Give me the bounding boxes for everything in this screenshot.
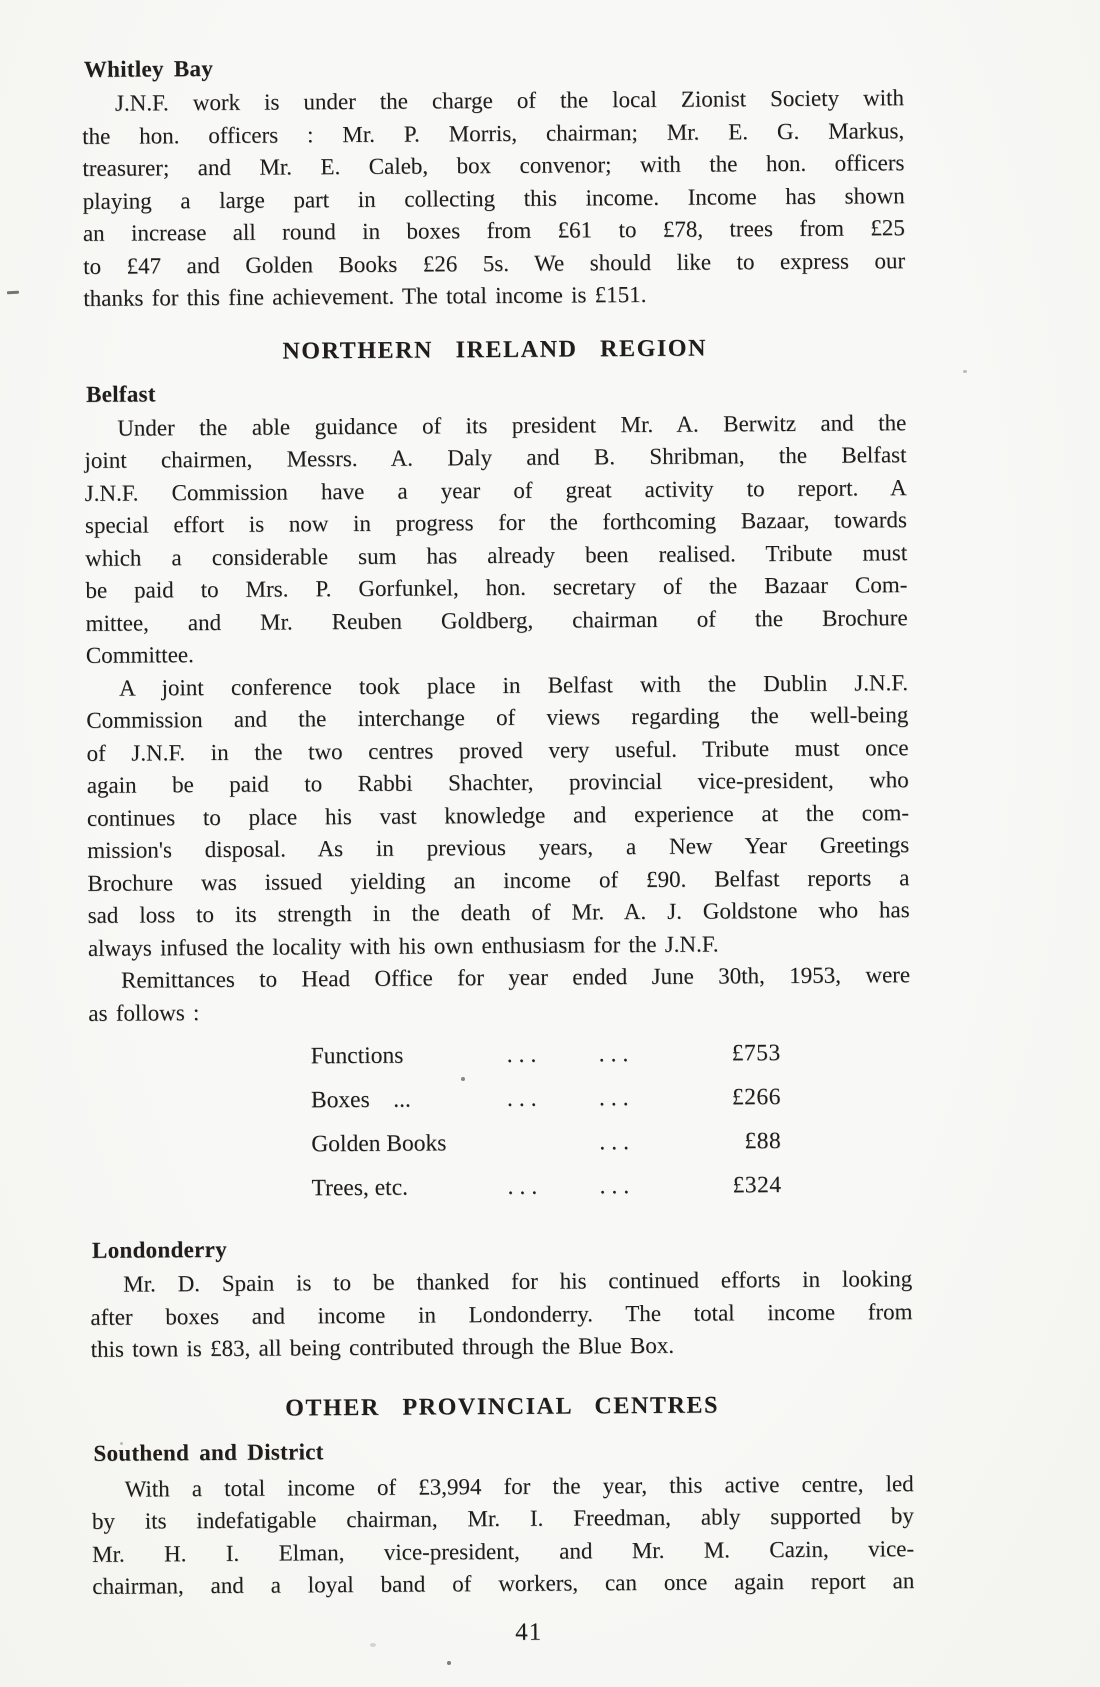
text-line: of J.N.F. in the two centres proved very useful. Tribute must once bbox=[86, 734, 909, 766]
text-line: as follows : bbox=[88, 999, 200, 1026]
paragraph-belfast-1 bbox=[84, 407, 908, 673]
leader-dots: ... bbox=[598, 1041, 635, 1068]
leader-dots: ... bbox=[506, 1041, 543, 1068]
text-line: this town is £83, all being contributed through the Blue Box. bbox=[90, 1332, 675, 1362]
text-line: special effort is now in progress for the forthcoming Bazaar, towards bbox=[84, 507, 908, 538]
scan-artifact bbox=[447, 1661, 451, 1665]
text-line: Brochure was issued yielding an income of £90. Belfast reports a bbox=[87, 864, 910, 896]
text-line: Committee. bbox=[85, 642, 194, 668]
paragraph-whitley-bay bbox=[82, 82, 906, 315]
text-line: With a total income of £3,994 for the year, this active centre, led bbox=[124, 1470, 914, 1502]
text-line: playing a large part in collecting this income. Income has shown bbox=[82, 182, 905, 214]
table-row bbox=[311, 1075, 781, 1122]
section-heading-whitley-bay: Whitley Bay bbox=[83, 55, 214, 82]
paragraph-londonderry bbox=[90, 1263, 913, 1366]
remittance-amount: £753 bbox=[731, 1040, 781, 1067]
scan-artifact bbox=[120, 1442, 123, 1445]
text-line: joint chairmen, Messrs. A. Daly and B. Shribman, the Belfast bbox=[84, 442, 907, 473]
leader-dots: ... bbox=[598, 1085, 635, 1112]
paragraph-remittances-intro bbox=[88, 959, 910, 1030]
paragraph-southend bbox=[92, 1468, 915, 1604]
scan-artifact bbox=[370, 1643, 376, 1647]
text-line: Mr. D. Spain is to be thanked for his continued efforts in looking bbox=[123, 1266, 913, 1297]
text-line: treasurer; and Mr. E. Caleb, box convenor; with the hon. officers bbox=[82, 150, 905, 181]
remittance-amount: £266 bbox=[731, 1084, 782, 1111]
section-heading-londonderry: Londonderry bbox=[91, 1236, 228, 1263]
text-line: Remittances to Head Office for year ended June 30th, 1953, were bbox=[121, 962, 911, 993]
text-line: which a considerable sum has already been realised. Tribute must bbox=[85, 539, 908, 571]
remittance-item-label: Trees, etc. bbox=[311, 1174, 409, 1202]
text-line: by its indefatigable chairman, Mr. I. Freedman, ably supported by bbox=[91, 1503, 914, 1534]
text-line: after boxes and income in Londonderry. The total income from bbox=[90, 1298, 913, 1330]
section-heading-belfast: Belfast bbox=[85, 380, 156, 407]
section-heading-other-provincial-centres: OTHER PROVINCIAL CENTRES bbox=[285, 1391, 720, 1421]
remittances-table bbox=[311, 1031, 782, 1210]
text-line: Mr. H. I. Elman, vice-president, and Mr. M. Cazin, vice- bbox=[92, 1535, 915, 1567]
text-line: mission's disposal. As in previous years, a New Year Greetings bbox=[87, 832, 910, 863]
section-heading-southend: Southend and District bbox=[93, 1438, 324, 1466]
leader-dots: ... bbox=[599, 1129, 635, 1156]
text-line: mittee, and Mr. Reuben Goldberg, chairman of the Brochure bbox=[85, 604, 908, 636]
text-line: the hon. officers : Mr. P. Morris, chairman; Mr. E. G. Markus, bbox=[82, 117, 905, 149]
scan-artifact bbox=[963, 370, 967, 373]
section-heading-northern-ireland-region: NORTHERN IRELAND REGION bbox=[282, 335, 708, 364]
text-line: an increase all round in boxes from £61 to £78, trees from £25 bbox=[82, 215, 905, 246]
scan-artifact bbox=[461, 1077, 465, 1081]
page-number: 41 bbox=[515, 1618, 543, 1646]
text-line: Under the able guidance of its president Mr. A. Berwitz and the bbox=[117, 409, 907, 441]
scan-artifact bbox=[7, 291, 19, 295]
leader-dots bbox=[507, 1149, 599, 1150]
text-line: J.N.F. work is under the charge of the local Zionist Society with bbox=[114, 85, 905, 116]
remittance-item-label: Functions bbox=[310, 1042, 404, 1070]
remittance-item-label: Boxes ... bbox=[310, 1086, 411, 1114]
remittance-amount: £324 bbox=[732, 1172, 782, 1199]
page-content bbox=[82, 51, 915, 1649]
text-line: Commission and the interchange of views regarding the well-being bbox=[86, 702, 909, 733]
table-row bbox=[311, 1163, 781, 1210]
remittance-item-label: Golden Books bbox=[311, 1130, 447, 1158]
table-row bbox=[311, 1119, 781, 1166]
remittance-amount: £88 bbox=[744, 1128, 782, 1155]
text-line: to £47 and Golden Books £26 5s. We should like to express our bbox=[83, 247, 906, 279]
text-line: always infused the locality with his own enthusiasm for the J.N.F. bbox=[87, 930, 719, 961]
text-line: be paid to Mrs. P. Gorfunkel, hon. secretary of the Bazaar Com- bbox=[85, 572, 908, 603]
leader-dots: ... bbox=[599, 1173, 636, 1200]
text-line: continues to place his vast knowledge and experience at the com- bbox=[86, 799, 910, 831]
text-line: thanks for this fine achievement. The total income is £151. bbox=[83, 281, 647, 311]
text-line: A joint conference took place in Belfast with the Dublin J.N.F. bbox=[118, 669, 909, 701]
text-line: chairman, and a loyal band of workers, can once again report an bbox=[92, 1568, 915, 1599]
leader-dots: ... bbox=[506, 1085, 543, 1112]
paragraph-belfast-2 bbox=[86, 667, 910, 965]
text-line: again be paid to Rabbi Shachter, provincial vice-president, who bbox=[86, 767, 909, 798]
leader-dots: ... bbox=[507, 1173, 544, 1200]
text-line: sad loss to its strength in the death of Mr. A. J. Goldstone who has bbox=[87, 897, 910, 928]
table-row bbox=[311, 1031, 781, 1078]
text-line: J.N.F. Commission have a year of great activity to report. A bbox=[84, 474, 907, 506]
